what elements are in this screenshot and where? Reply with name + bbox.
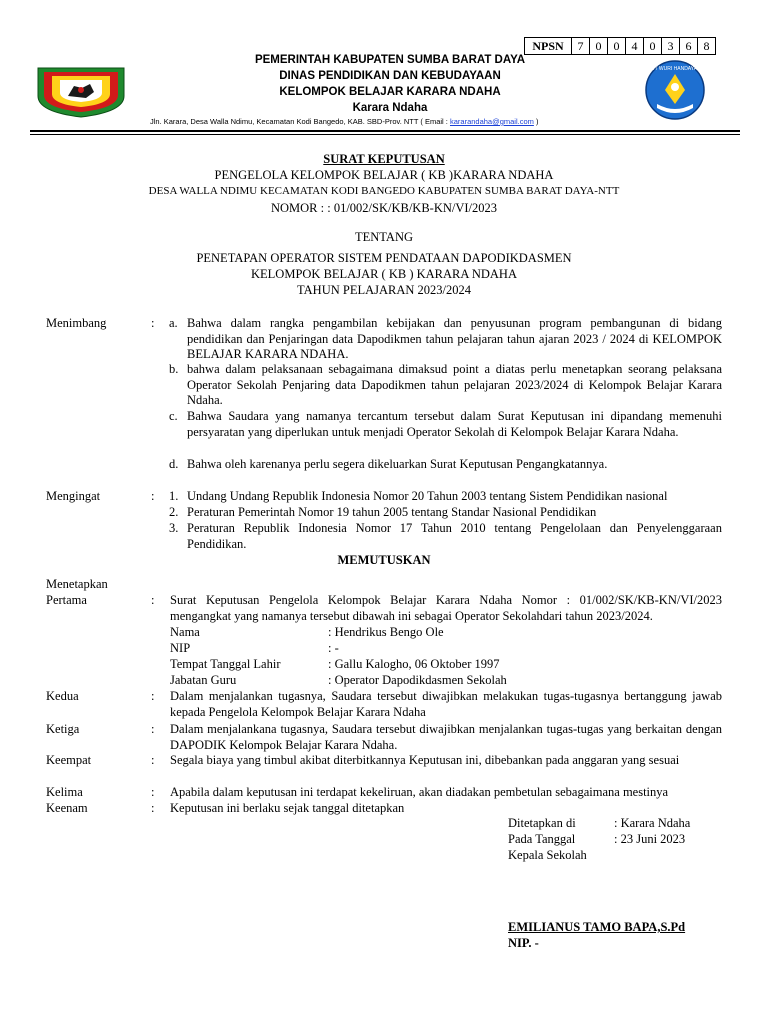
logo-motto-text: TUT WURI HANDAYANI <box>647 66 703 72</box>
list-item-marker: d. <box>169 457 179 471</box>
address-end: ) <box>533 117 539 126</box>
signer-position: Kepala Sekolah <box>508 848 587 862</box>
field-key-nip: NIP <box>170 641 191 655</box>
ditetapkan-label: Ditetapkan di <box>508 816 576 830</box>
kelima-label: Kelima <box>46 785 83 799</box>
ketiga-colon: : <box>151 722 155 736</box>
field-key-ttl: Tempat Tanggal Lahir <box>170 657 281 671</box>
pertama-colon: : <box>151 593 155 607</box>
npsn-digit: 0 <box>590 38 608 54</box>
header-divider-thick <box>30 130 740 132</box>
subject-line-1: PENETAPAN OPERATOR SISTEM PENDATAAN DAPODIKDASMEN <box>196 251 572 265</box>
pertama-label: Pertama <box>46 593 87 607</box>
kedua-colon: : <box>151 689 155 703</box>
keenam-colon: : <box>151 801 155 815</box>
menimbang-label: Menimbang <box>46 316 107 330</box>
keempat-text: Segala biaya yang timbul akibat diterbitkannya Keputusan ini, dibebankan pada anggaran yang sesuai <box>170 753 680 767</box>
address-text: Jln. Karara, Desa Walla Ndimu, Kecamatan Kodi Bangedo, KAB. SBD-Prov. NTT ( Email : <box>150 117 450 126</box>
tanggal-value: : 23 Juni 2023 <box>614 832 686 846</box>
menimbang-item-d: Bahwa oleh karenanya perlu segera dikeluarkan Surat Keputusan Pengangkatannya. <box>187 457 608 471</box>
npsn-digit: 6 <box>680 38 698 54</box>
kelima-text: Apabila dalam keputusan ini terdapat kekeliruan, akan diadakan pembetulan sebagaimana mestinya <box>170 785 669 799</box>
npsn-box <box>524 37 716 55</box>
tanggal-label: Pada Tanggal <box>508 832 576 846</box>
npsn-digit: 0 <box>608 38 626 54</box>
ketiga-label: Ketiga <box>46 722 80 736</box>
keenam-text: Keputusan ini berlaku sejak tanggal ditetapkan <box>170 801 405 815</box>
keempat-colon: : <box>151 753 155 767</box>
npsn-digit: 0 <box>644 38 662 54</box>
tut-wuri-handayani-logo <box>643 60 707 122</box>
menimbang-colon: : <box>151 316 155 330</box>
kedua-text: Dalam menjalankan tugasnya, Saudara tersebut diwajibkan melakukan tugas-tugasnya bertanggung jawab kepada Pengelola Kelompok Belajar Karara Ndaha <box>170 689 722 719</box>
signer-name: EMILIANUS TAMO BAPA,S.Pd <box>508 920 686 934</box>
issuer-line: PENGELOLA KELOMPOK BELAJAR ( KB )KARARA NDAHA <box>214 168 554 182</box>
npsn-digit: 4 <box>626 38 644 54</box>
npsn-digit: 7 <box>572 38 590 54</box>
field-value-nip: : - <box>328 641 339 655</box>
header-government: PEMERINTAH KABUPATEN SUMBA BARAT DAYA <box>254 54 526 66</box>
subject-line-2: KELOMPOK BELAJAR ( KB ) KARARA NDAHA <box>251 267 517 281</box>
menetapkan-label: Menetapkan <box>46 577 108 591</box>
header-institution: KELOMPOK BELAJAR KARARA NDAHA <box>279 86 501 98</box>
field-value-jabatan: : Operator Dapodikdasmen Sekolah <box>328 673 507 687</box>
mengingat-item-3: Peraturan Republik Indonesia Nomor 17 Tahun 2010 tentang Pengelolaan dan Penyelenggaraan Pendidikan. <box>187 521 722 551</box>
regency-emblem-logo <box>34 62 128 118</box>
field-value-nama: : Hendrikus Bengo Ole <box>328 625 444 639</box>
email-link[interactable]: kararandaha@gmail.com <box>449 117 534 126</box>
field-key-jabatan: Jabatan Guru <box>170 673 237 687</box>
list-item-marker: 2. <box>169 505 179 519</box>
npsn-digit: 3 <box>662 38 680 54</box>
mengingat-colon: : <box>151 489 155 503</box>
menimbang-item-c: Bahwa Saudara yang namanya tercantum tersebut dalam Surat Keputusan ini dipandang memenuhi persyaratan yang diperlukan untuk menjadi Operator Sekolah di Kelompok Belajar Karara Ndaha. <box>187 409 722 439</box>
header-divider-thin <box>30 134 740 135</box>
list-item-marker: a. <box>169 316 178 330</box>
kedua-label: Kedua <box>46 689 79 703</box>
keempat-label: Keempat <box>46 753 92 767</box>
doc-type-title: SURAT KEPUTUSAN <box>323 152 445 166</box>
npsn-label: NPSN <box>525 38 572 54</box>
location-line: DESA WALLA NDIMU KECAMATAN KODI BANGEDO KABUPATEN SUMBA BARAT DAYA-NTT <box>148 185 620 197</box>
header-address <box>150 117 538 126</box>
list-item-marker: b. <box>169 362 179 376</box>
kelima-colon: : <box>151 785 155 799</box>
pertama-text: Surat Keputusan Pengelola Kelompok Belajar Karara Ndaha Nomor : 01/002/SK/KB-KN/VI/2023 mengangkat yang namanya tersebut dibawah ini sebagai Operator Sekolahdari tahun 2023/2024. <box>170 593 722 623</box>
field-value-ttl: : Gallu Kalogho, 06 Oktober 1997 <box>328 657 500 671</box>
npsn-digit: 8 <box>703 39 710 53</box>
ditetapkan-value: : Karara Ndaha <box>614 816 691 830</box>
menimbang-item-b: bahwa dalam pelaksanaan sebagaimana dimaksud point a diatas perlu menetapkan seorang pelaksana Operator Sekolah Penjaring data Dapodikmen tahun pelajaran 2023/2024 di Kelompok Belajar Karara Ndaha. <box>187 362 722 407</box>
subject-line-3: TAHUN PELAJARAN 2023/2024 <box>297 283 471 297</box>
signer-nip: NIP. - <box>508 936 539 950</box>
header-department: DINAS PENDIDIKAN DAN KEBUDAYAAN <box>279 70 501 82</box>
mengingat-item-2: Peraturan Pemerintah Nomor 19 tahun 2005 tentang Standar Nasional Pendidikan <box>187 505 597 519</box>
list-item-marker: c. <box>169 409 178 423</box>
decree-number: NOMOR : : 01/002/SK/KB/KB-KN/VI/2023 <box>270 201 498 215</box>
menimbang-item-a: Bahwa dalam rangka pengambilan kebijakan dan penyusunan program pembangunan di bidang pendidikan dan Penjaringan data Dapodikmen tahun pelajaran tahun ajaran 2023 / 2024 di KELOMPOK BELAJAR KARARA NDAHA. <box>187 316 722 361</box>
tentang-heading: TENTANG <box>354 230 413 244</box>
list-item-marker: 1. <box>169 489 179 503</box>
mengingat-item-1: Undang Undang Republik Indonesia Nomor 20 Tahun 2003 tentang Sistem Pendidikan nasional <box>187 489 668 503</box>
ketiga-text: Dalam menjalankana tugasnya, Saudara tersebut diwajibkan menjalankan tugas-tugas yang berkaitan dengan DAPODIK Kelompok Belajar Karara Ndaha. <box>170 722 722 752</box>
field-key-nama: Nama <box>170 625 200 639</box>
header-place: Karara Ndaha <box>352 102 428 114</box>
keenam-label: Keenam <box>46 801 88 815</box>
list-item-marker: 3. <box>169 521 179 535</box>
mengingat-label: Mengingat <box>46 489 101 503</box>
memutuskan-heading: MEMUTUSKAN <box>337 553 431 567</box>
